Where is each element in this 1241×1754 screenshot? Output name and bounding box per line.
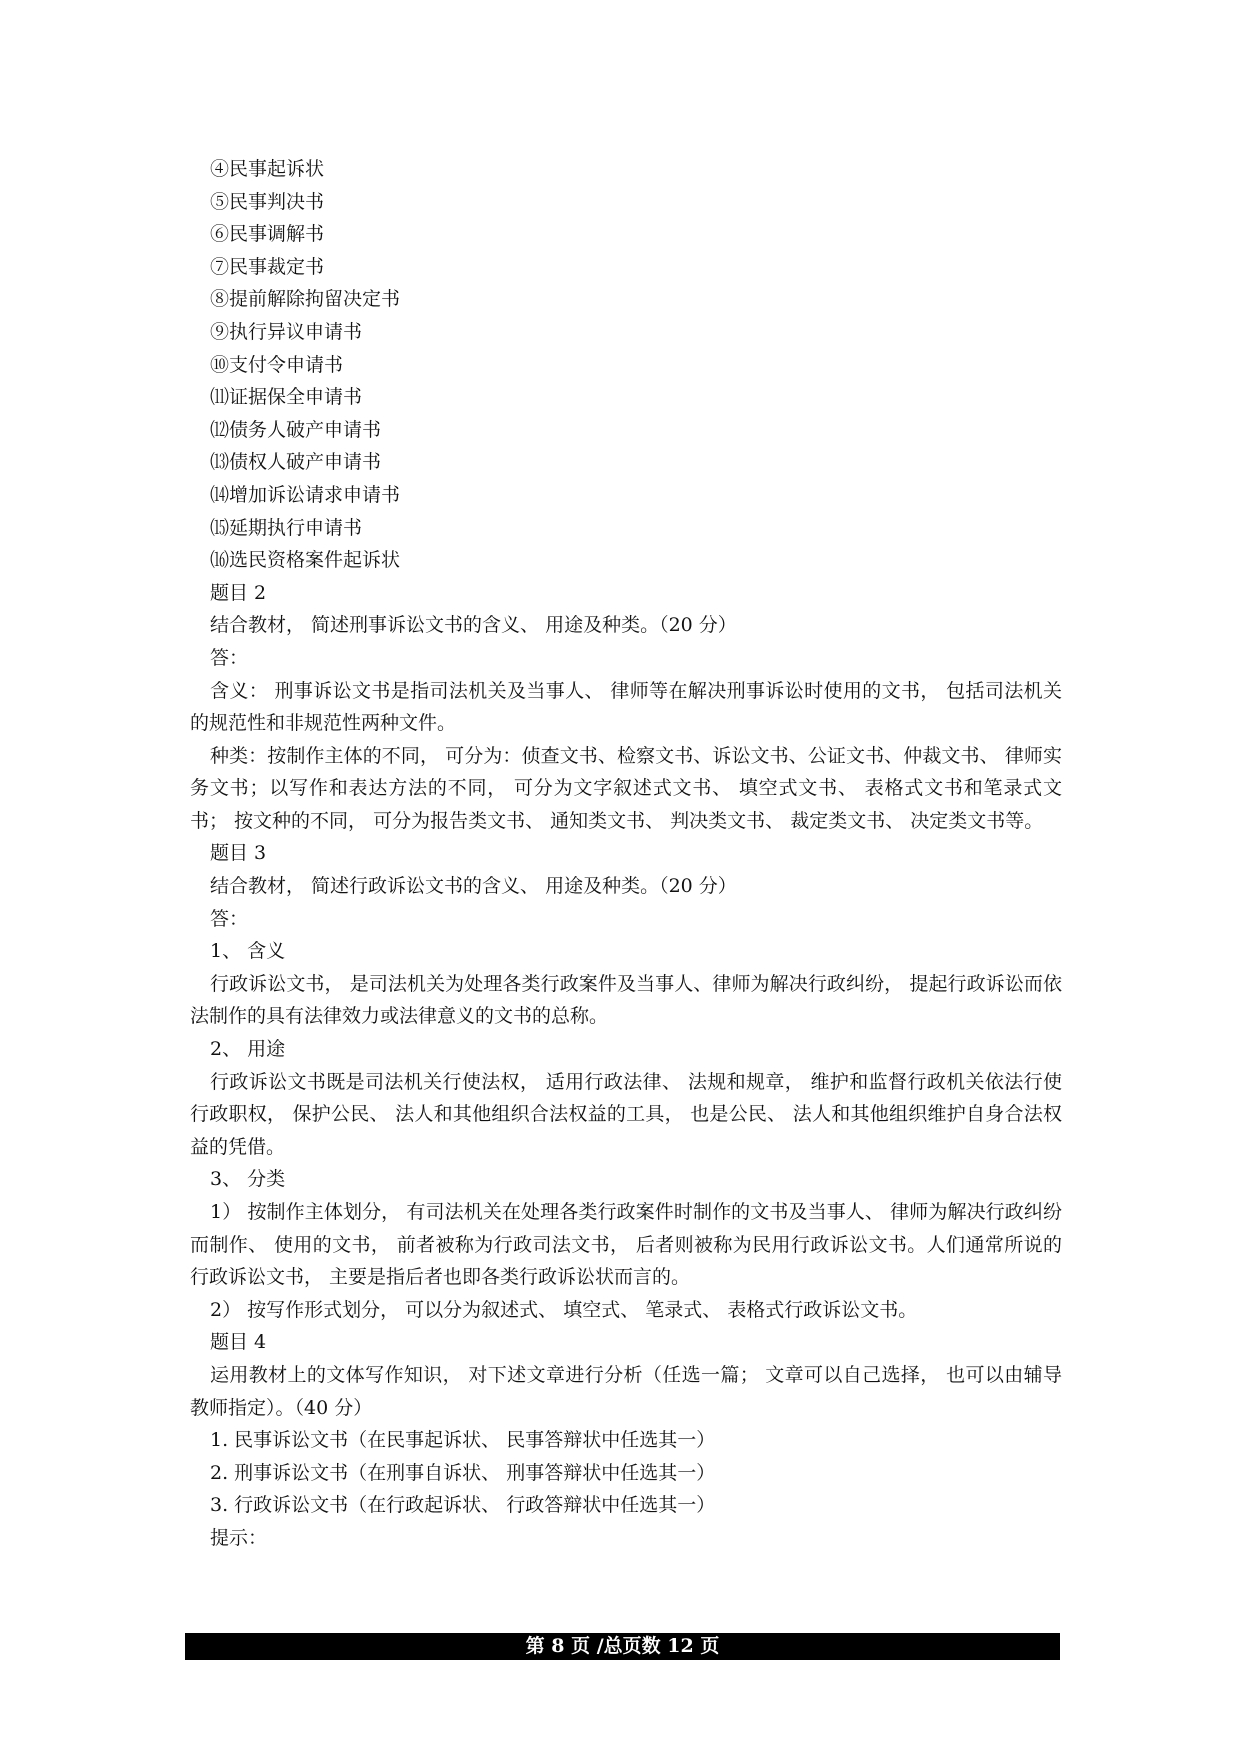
option-item: 1. 民事诉讼文书（在民事起诉状、 民事答辩状中任选其一）	[210, 1429, 716, 1452]
list-item: ⒁增加诉讼请求申请书	[210, 483, 401, 506]
list-item: ⑾证据保全申请书	[210, 386, 363, 409]
list-item: ⑨执行异议申请书	[210, 320, 363, 343]
answer-label: 答：	[210, 907, 249, 930]
list-item: ⑧提前解除拘留决定书	[210, 288, 401, 311]
list-item: ⑤民事判决书	[210, 190, 325, 213]
list-item: ⒂延期执行申请书	[210, 516, 363, 539]
section-heading: 1、 含义	[210, 940, 286, 963]
list-item: ⑿债务人破产申请书	[210, 418, 382, 441]
document-body	[190, 153, 1062, 1555]
answer-3-usage: 行政诉讼文书既是司法机关行使法权， 适用行政法律、 法规和规章， 维护和监督行政机关依法行使行政职权， 保护公民、 法人和其他组织合法权益的工具， 也是公民、 法人和其他组织维护自身合法权益的凭借。	[190, 1070, 1062, 1158]
answer-2-meaning: 含义： 刑事诉讼文书是指司法机关及当事人、 律师等在解决刑事诉讼时使用的文书， 包括司法机关的规范性和非规范性两种文件。	[190, 679, 1062, 735]
question-4-title: 题目 4	[210, 1331, 267, 1354]
option-item: 2. 刑事诉讼文书（在刑事自诉状、 刑事答辩状中任选其一）	[210, 1461, 716, 1484]
list-item: ④民事起诉状	[210, 158, 325, 180]
section-heading: 2、 用途	[210, 1038, 286, 1061]
question-3-text: 结合教材， 简述行政诉讼文书的含义、 用途及种类。（20 分）	[210, 875, 737, 898]
answer-3-classification-1: 1） 按制作主体划分， 有司法机关在处理各类行政案件时制作的文书及当事人、 律师为解决行政纠纷而制作、 使用的文书， 前者被称为行政司法文书， 后者则被称为民用行政诉讼文书。人们通常所说的行政诉讼文书， 主要是指后者也即各类行政诉讼状而言的。	[190, 1201, 1062, 1289]
list-item: ⒀债权人破产申请书	[210, 451, 382, 474]
hint-label: 提示：	[210, 1526, 268, 1549]
page-footer: 第 8 页 /总页数 12 页	[185, 1633, 1060, 1660]
answer-2-types: 种类：按制作主体的不同， 可分为：侦查文书、检察文书、诉讼文书、公证文书、仲裁文书、 律师实务文书；以写作和表达方法的不同， 可分为文字叙述式文书、 填空式文书、 表格式文书和笔录式文书； 按文种的不同， 可分为报告类文书、 通知类文书、 判决类文书、 裁定类文书、 决定类文书等。	[190, 744, 1062, 832]
section-heading: 3、 分类	[210, 1168, 286, 1191]
answer-3-classification-2: 2） 按写作形式划分， 可以分为叙述式、 填空式、 笔录式、 表格式行政诉讼文书。	[210, 1298, 918, 1321]
list-item: ⒃选民资格案件起诉状	[210, 549, 401, 572]
answer-3-meaning: 行政诉讼文书， 是司法机关为处理各类行政案件及当事人、律师为解决行政纠纷， 提起行政诉讼而依法制作的具有法律效力或法律意义的文书的总称。	[190, 972, 1062, 1028]
question-2-text: 结合教材， 简述刑事诉讼文书的含义、 用途及种类。（20 分）	[210, 614, 737, 637]
question-2-title: 题目 2	[210, 581, 267, 604]
list-item: ⑩支付令申请书	[210, 353, 344, 376]
answer-label: 答：	[210, 646, 249, 669]
list-item: ⑦民事裁定书	[210, 255, 325, 278]
question-4-text: 运用教材上的文体写作知识， 对下述文章进行分析（任选一篇； 文章可以自己选择， 也可以由辅导教师指定）。（40 分）	[190, 1363, 1062, 1419]
list-item: ⑥民事调解书	[210, 223, 325, 246]
option-item: 3. 行政诉讼文书（在行政起诉状、 行政答辩状中任选其一）	[210, 1494, 716, 1517]
question-3-title: 题目 3	[210, 842, 267, 865]
